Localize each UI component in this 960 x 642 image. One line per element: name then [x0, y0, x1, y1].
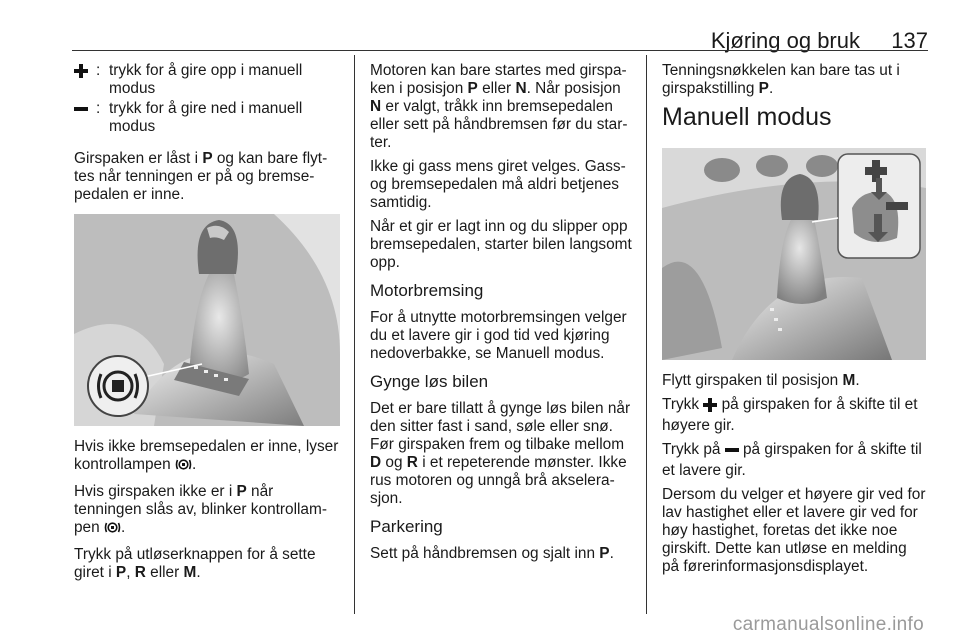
key-colon: :	[96, 62, 101, 79]
heading-manual-mode: Manuell modus	[662, 103, 832, 131]
key-minus-row	[74, 100, 340, 136]
brake-warning-lamp-icon	[104, 520, 121, 540]
column-divider	[354, 55, 355, 614]
paragraph: Hvis girspaken ikke er i P når tenningen slås av, blinker kontrollampen .	[74, 483, 340, 540]
paragraph: Flytt girspaken til posisjon M.	[662, 372, 860, 389]
page-number: 137	[891, 28, 928, 53]
paragraph: Hvis ikke bremsepedalen er inne, lyser kontrollampen .	[74, 438, 340, 477]
paragraph: Det er bare tillatt å gynge løs bilen når den sitter fast i sand, søle eller snø. Før girspaken frem og tilbake mellom D og R i et repeterende mønster. Ikke rus motoren og unngå brå akselerasjon.	[370, 400, 631, 507]
heading-rocking: Gynge løs bilen	[370, 372, 489, 391]
heading-engine-braking: Motorbremsing	[370, 281, 484, 300]
heading-parking: Parkering	[370, 517, 443, 536]
gear-lever-figure	[74, 214, 340, 426]
paragraph: Tenningsnøkkelen kan bare tas ut i girspakstilling P.	[662, 62, 900, 97]
page-header	[72, 26, 928, 52]
paragraph: Trykk på utløserknappen for å sette giret i P, R eller M.	[74, 546, 316, 581]
paragraph: Ikke gi gass mens giret velges. Gass- og bremsepedalen må aldri betjenes samtidig.	[370, 158, 626, 211]
paragraph: Trykk på på girspaken for å skifte til et lavere gir.	[662, 441, 922, 479]
minus-icon	[725, 443, 739, 462]
paragraph: For å utnytte motorbremsingen velger du et lavere gir i god tid ved kjøring nedoverbakke, se Manuell modus.	[370, 309, 627, 362]
plus-icon	[703, 398, 717, 417]
header-rule	[72, 50, 928, 51]
key-plus-text: trykk for å gire opp i manuell modus	[109, 62, 303, 97]
key-plus-row	[74, 62, 340, 98]
paragraph: Trykk på girspaken for å skifte til et høyere gir.	[662, 396, 918, 434]
running-title: Kjøring og bruk	[710, 28, 860, 53]
minus-icon	[74, 100, 96, 118]
column-2	[370, 62, 634, 569]
paragraph: Sett på håndbremsen og sjalt inn P.	[370, 545, 614, 562]
paragraph: Girspaken er låst i P og kan bare flyttes når tenningen er på og bremsepedalen er inne.	[74, 150, 328, 203]
watermark: carmanualsonline.info	[732, 614, 924, 635]
paragraph: Når et gir er lagt inn og du slipper opp bremsepedalen, starter bilen langsomt opp.	[370, 218, 632, 271]
paragraph: Dersom du velger et høyere gir ved for lav hastighet eller et lavere gir ved for høy hastighet, foretas det ikke noe girskift. Dette kan utløse en melding på førerinformasjonsdisplayet.	[662, 486, 926, 575]
column-1	[74, 62, 340, 588]
column-3	[662, 62, 926, 582]
key-minus-text: trykk for å gire ned i manuell modus	[109, 100, 303, 135]
plus-icon	[74, 62, 96, 80]
brake-warning-lamp-icon	[175, 457, 192, 477]
manual-mode-figure	[662, 148, 926, 360]
column-divider	[646, 55, 647, 614]
paragraph: Motoren kan bare startes med girspaken i posisjon P eller N. Når posisjon N er valgt, tråkk inn bremsepedalen eller sett på håndbremsen før du starter.	[370, 62, 628, 151]
key-colon: :	[96, 100, 101, 117]
